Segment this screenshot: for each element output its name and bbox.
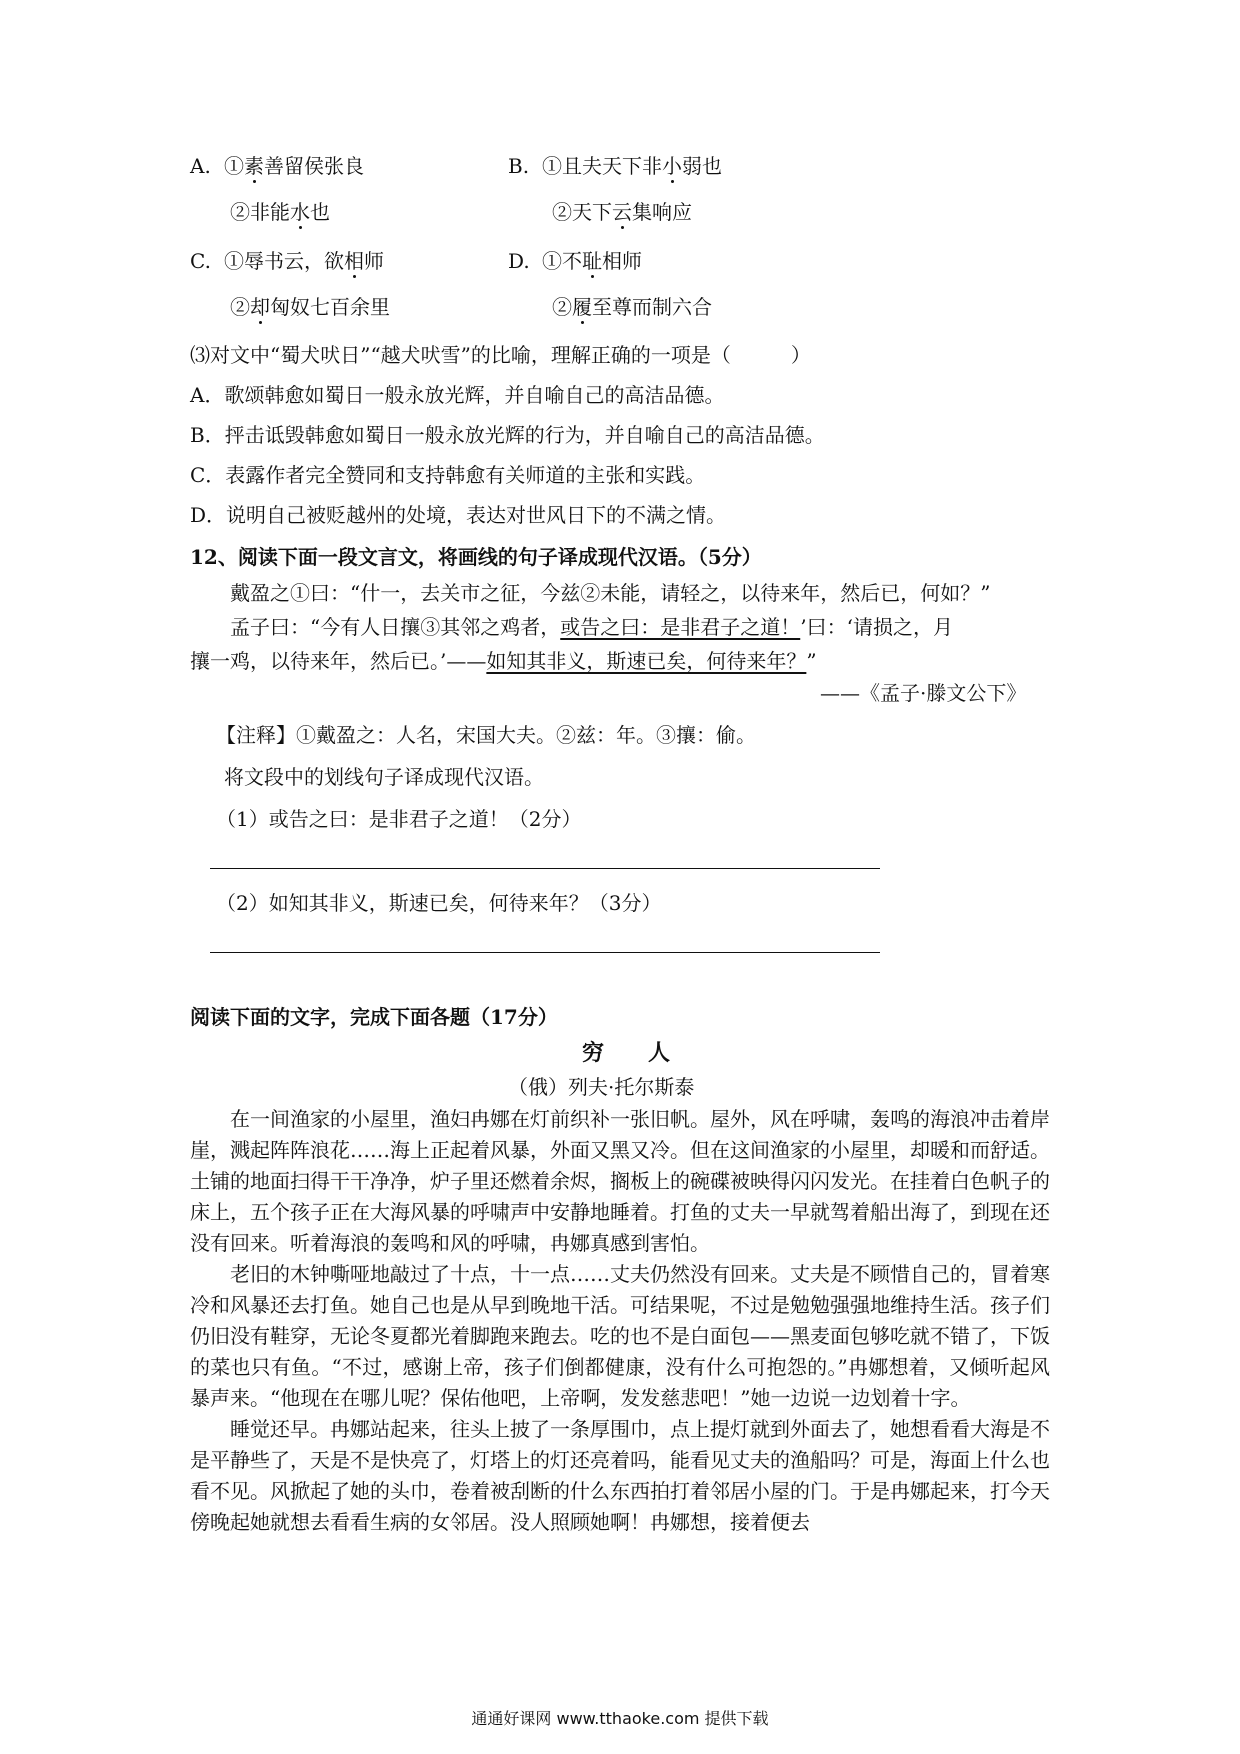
story-author: （俄）列夫·托尔斯泰 [508, 1075, 695, 1099]
q12-title: 12、阅读下面一段文言文，将画线的句子译成现代汉语。（5分） [190, 545, 762, 569]
option-c-item-2: ②却匈奴七百余里 [230, 295, 390, 319]
q12-sub-question-1: （1）或告之曰：是非君子之道！（2分） [216, 807, 582, 831]
option-a-label: A. [190, 154, 211, 178]
story-paragraph-3: 睡觉还早。冉娜站起来，往头上披了一条厚围巾，点上提灯就到外面去了，她想看看大海是不是平静些了，天是不是快亮了，灯塔上的灯还亮着吗，能看见丈夫的渔船吗？可是，海面上什么也看不见。风掀起了她的头巾，卷着被刮断的什么东西拍打着邻居小屋的门。于是冉娜起来，打今天傍晚起她就想去看看生病的女邻居。没人照顾她啊！冉娜想，接着便去 [190, 1417, 1050, 1534]
answer-line-2 [210, 952, 880, 953]
q12-text-line-3: 攘一鸡，以待来年，然后已。’——如知其非义，斯速已矣，何待来年？” [190, 649, 817, 673]
option-a-item-2: ②非能水也 [230, 200, 330, 224]
q12-instruction: 将文段中的划线句子译成现代汉语。 [224, 765, 544, 789]
q11-3-option-a: A．歌颂韩愈如蜀日一般永放光辉，并自喻自己的高洁品德。 [190, 383, 725, 407]
story-paragraph-1: 在一间渔家的小屋里，渔妇冉娜在灯前织补一张旧帆。屋外，风在呼啸，轰鸣的海浪冲击着岸崖，溅起阵阵浪花……海上正起着风暴，外面又黑又冷。但在这间渔家的小屋里，却暖和而舒适。土铺的地面扫得干干净净，炉子里还燃着余烬，搁板上的碗碟被映得闪闪发光。在挂着白色帆子的床上，五个孩子正在大海风暴的呼啸声中安静地睡着。打鱼的丈夫一早就驾着船出海了，到现在还没有回来。听着海浪的轰鸣和风的呼啸，冉娜真感到害怕。 [190, 1107, 1050, 1255]
story-title: 穷 人 [582, 1040, 671, 1066]
q12-source: ——《孟子·滕文公下》 [820, 681, 1027, 705]
option-b-item-2: ②天下云集响应 [552, 200, 692, 224]
story-body [190, 1104, 1050, 1538]
q12-note: 【注释】①戴盈之：人名，宋国大夫。②兹：年。③攘：偷。 [216, 723, 756, 747]
option-d-item-2: ②履至尊而制六合 [552, 295, 712, 319]
option-d-label: D. [508, 249, 530, 273]
q12-text-line-2: 孟子曰：“今有人日攘③其邻之鸡者，或告之曰：是非君子之道！’曰：‘请损之，月 [230, 615, 953, 639]
answer-line-1 [210, 868, 880, 869]
option-a-item-1: ①素善留侯张良 [224, 154, 364, 178]
option-c-item-1: ①辱书云，欲相师 [224, 249, 384, 273]
underlined-sentence-1: 或告之曰：是非君子之道！ [560, 615, 801, 639]
q11-3-question: ⑶对文中“蜀犬吠日”“越犬吠雪”的比喻，理解正确的一项是（ ） [190, 343, 811, 367]
underlined-sentence-2: 如知其非义，斯速已矣，何待来年？ [486, 649, 807, 673]
q11-3-option-d: D．说明自己被贬越州的处境，表达对世风日下的不满之情。 [190, 503, 727, 527]
story-paragraph-2: 老旧的木钟嘶哑地敲过了十点，十一点……丈夫仍然没有回来。丈夫是不顾惜自己的，冒着寒冷和风暴还去打鱼。她自己也是从早到晚地干活。可结果呢，不过是勉勉强强地维持生活。孩子们仍旧没有鞋穿，无论冬夏都光着脚跑来跑去。吃的也不是白面包——黑麦面包够吃就不错了，下饭的菜也只有鱼。“不过，感谢上帝，孩子们倒都健康，没有什么可抱怨的。”冉娜想着，又倾听起风暴声来。“他现在在哪儿呢？保佑他吧，上帝啊，发发慈悲吧！”她一边说一边划着十字。 [190, 1262, 1050, 1410]
page-footer: 通通好课网 www.tthaoke.com 提供下载 [471, 1709, 769, 1728]
option-c-label: C. [190, 249, 211, 273]
option-b-label: B. [508, 154, 530, 178]
q11-3-option-c: C．表露作者完全赞同和支持韩愈有关师道的主张和实践。 [190, 463, 706, 487]
q11-3-option-b: B．抨击诋毁韩愈如蜀日一般永放光辉的行为，并自喻自己的高洁品德。 [190, 423, 825, 447]
reading-heading: 阅读下面的文字，完成下面各题（17分） [190, 1005, 558, 1029]
q12-text-line-1: 戴盈之①曰：“什一，去关市之征，今兹②未能，请轻之，以待来年，然后已，何如？” [230, 581, 991, 605]
option-d-item-1: ①不耻相师 [542, 249, 642, 273]
option-b-item-1: ①且夫天下非小弱也 [542, 154, 722, 178]
q12-sub-question-2: （2）如知其非义，斯速已矣，何待来年？（3分） [216, 891, 662, 915]
